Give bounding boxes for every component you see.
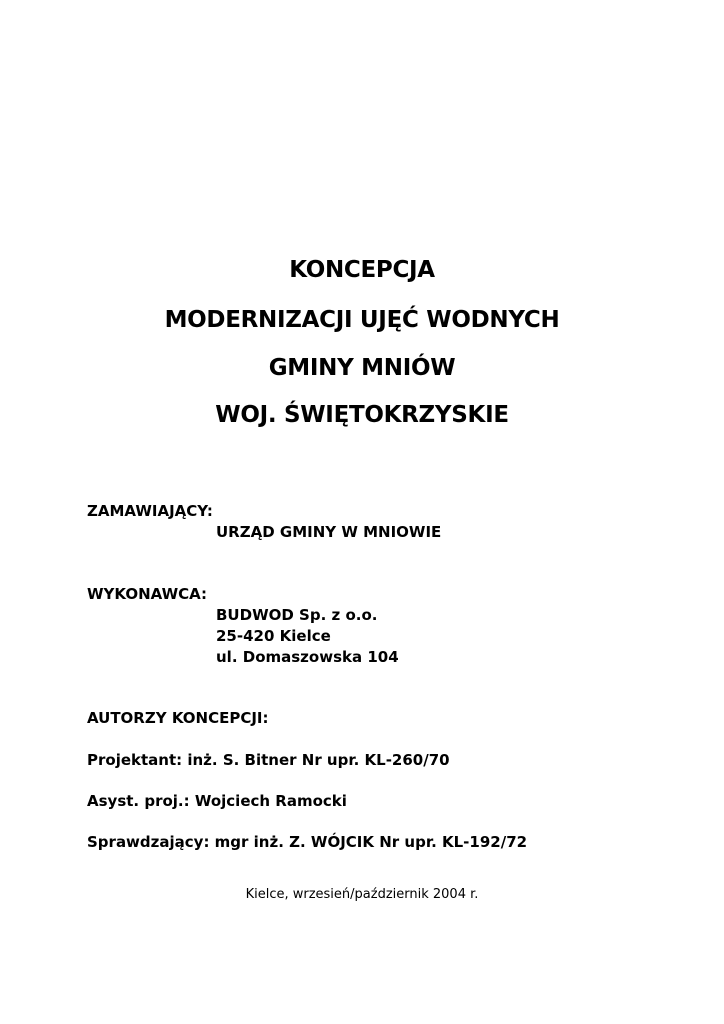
contractor-city: 25-420 Kielce (216, 627, 331, 645)
place-date: Kielce, wrzesień/październik 2004 r. (245, 887, 479, 902)
title-line-4: WOJ. ŚWIĘTOKRZYSKIE (215, 402, 509, 428)
contractor-name: BUDWOD Sp. z o.o. (216, 606, 378, 624)
client-name: URZĄD GMINY W MNIOWIE (216, 523, 442, 541)
author-designer: Projektant: inż. S. Bitner Nr upr. KL-260/70 (87, 751, 450, 769)
author-assistant: Asyst. proj.: Wojciech Ramocki (87, 792, 347, 810)
contractor-street: ul. Domaszowska 104 (216, 648, 399, 666)
contractor-label: WYKONAWCA: (87, 585, 208, 603)
title-line-1: KONCEPCJA (289, 257, 435, 283)
title-line-2: MODERNIZACJI UJĘĆ WODNYCH (164, 307, 560, 333)
client-label: ZAMAWIAJĄCY: (87, 502, 213, 520)
title-line-3: GMINY MNIÓW (268, 355, 456, 381)
author-reviewer: Sprawdzający: mgr inż. Z. WÓJCIK Nr upr. KL-192/72 (87, 833, 528, 851)
authors-label: AUTORZY KONCEPCJI: (87, 709, 269, 727)
